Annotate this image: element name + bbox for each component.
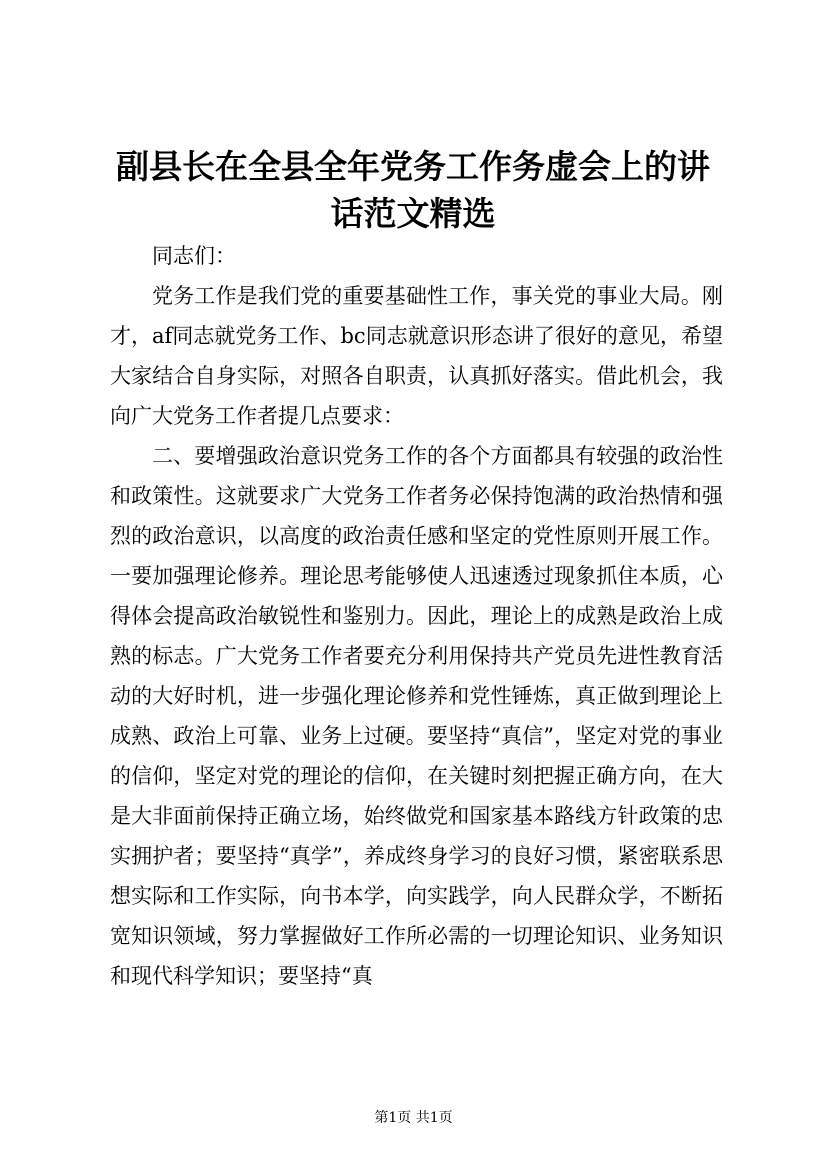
body-paragraph: 党务工作是我们党的重要基础性工作，事关党的事业大局。刚才，af同志就党务工作、bc同志就意识形态讲了很好的意见，希望大家结合自身实际，对照各自职责，认真抓好落实。借此机会，我向广大党务工作者提几点要求： (110, 284, 723, 428)
document-body (110, 236, 723, 996)
page-number-footer: 第1页 共1页 (374, 1110, 453, 1126)
greeting-paragraph: 同志们： (152, 244, 236, 268)
document-title: 副县长在全县全年党务工作务虚会上的讲话范文精选 (116, 147, 710, 233)
body-paragraph: 二、要增强政治意识党务工作的各个方面都具有较强的政治性和政策性。这就要求广大党务工作者务必保持饱满的政治热情和强烈的政治意识，以高度的政治责任感和坚定的党性原则开展工作。一要加强理论修养。理论思考能够使人迅速透过现象抓住本质，心得体会提高政治敏锐性和鉴别力。因此，理论上的成熟是政治上成熟的标志。广大党务工作者要充分利用保持共产党员先进性教育活动的大好时机，进一步强化理论修养和党性锤炼，真正做到理论上成熟、政治上可靠、业务上过硬。要坚持“真信”，坚定对党的事业的信仰，坚定对党的理论的信仰，在关键时刻把握正确方向，在大是大非面前保持正确立场，始终做党和国家基本路线方针政策的忠实拥护者；要坚持“真学”，养成终身学习的良好习惯，紧密联系思想实际和工作实际，向书本学，向实践学，向人民群众学，不断拓宽知识领域，努力掌握做好工作所必需的一切理论知识、业务知识和现代科学知识；要坚持“真 (110, 444, 723, 988)
